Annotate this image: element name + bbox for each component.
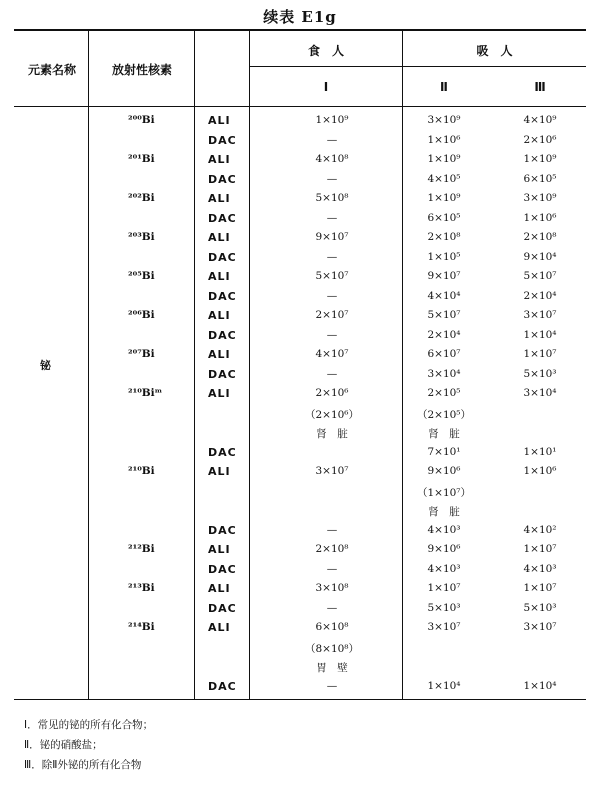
ingestion-i-cell: 3×10⁷ bbox=[315, 465, 349, 477]
inhalation-ii-cell: 3×10⁴ bbox=[427, 367, 461, 380]
header-inhalation: 吸 人 bbox=[476, 44, 513, 58]
ingestion-i-cell: 1×10⁹ bbox=[315, 114, 349, 126]
limit-type-cell: DAC bbox=[208, 367, 237, 381]
limit-type-cell: DAC bbox=[208, 523, 237, 537]
inhalation-ii-cell: 肾 脏 bbox=[428, 506, 460, 518]
ingestion-i-cell: — bbox=[326, 562, 338, 575]
inhalation-iii-cell: 3×10⁴ bbox=[523, 387, 557, 399]
table-top-rule bbox=[14, 29, 586, 31]
ingestion-i-cell: — bbox=[326, 133, 338, 146]
ingestion-i-cell: — bbox=[326, 601, 338, 614]
inhalation-ii-cell: 9×10⁶ bbox=[427, 465, 461, 477]
inhalation-iii-cell: 5×10³ bbox=[523, 601, 557, 614]
header-bottom-rule bbox=[14, 106, 586, 107]
ingestion-i-cell: 9×10⁷ bbox=[315, 231, 349, 243]
ingestion-i-cell: — bbox=[326, 250, 338, 263]
nuclide-cell: ²¹²Bi bbox=[128, 543, 155, 555]
ingestion-i-cell: （8×10⁸） bbox=[304, 642, 360, 655]
header-col-iii: Ⅲ bbox=[534, 80, 546, 94]
inhalation-ii-cell: 6×10⁵ bbox=[427, 211, 461, 224]
ingestion-i-cell: — bbox=[326, 172, 338, 185]
nuclide-cell: ²⁰¹Bi bbox=[128, 153, 155, 165]
limit-type-cell: ALI bbox=[208, 153, 231, 166]
col-divider-4 bbox=[402, 30, 403, 699]
inhalation-ii-cell: 6×10⁷ bbox=[427, 348, 461, 360]
limit-type-cell: ALI bbox=[208, 270, 231, 283]
header-ingestion: 食 人 bbox=[307, 44, 344, 58]
inhalation-ii-cell: 2×10⁸ bbox=[427, 231, 461, 243]
inhalation-iii-cell: 4×10³ bbox=[523, 562, 557, 575]
nuclide-cell: ²¹⁴Bi bbox=[128, 621, 155, 633]
inhalation-ii-cell: 1×10⁶ bbox=[427, 133, 461, 146]
inhalation-ii-cell: 1×10⁹ bbox=[427, 153, 461, 165]
inhalation-ii-cell: 4×10³ bbox=[427, 523, 461, 536]
inhalation-ii-cell: （2×10⁵） bbox=[416, 408, 472, 421]
ingestion-i-cell: 2×10⁸ bbox=[315, 543, 349, 555]
col-divider-2 bbox=[194, 30, 195, 699]
inhalation-ii-cell: 3×10⁹ bbox=[427, 114, 461, 126]
footnote-2: Ⅱ．铋的硝酸盐； bbox=[24, 739, 103, 751]
inhalation-iii-cell: 1×10⁹ bbox=[523, 153, 557, 165]
inhalation-iii-cell: 1×10⁷ bbox=[523, 348, 557, 360]
limit-type-cell: ALI bbox=[208, 192, 231, 205]
inhalation-ii-cell: 1×10⁹ bbox=[427, 192, 461, 204]
header-col-i: Ⅰ bbox=[323, 80, 329, 94]
limit-type-cell: DAC bbox=[208, 172, 237, 186]
inhalation-iii-cell: 4×10² bbox=[523, 523, 557, 536]
limit-type-cell: DAC bbox=[208, 133, 237, 147]
nuclide-cell: ²⁰⁵Bi bbox=[128, 270, 155, 282]
inhalation-iii-cell: 1×10⁷ bbox=[523, 582, 557, 594]
inhalation-ii-cell: 5×10⁷ bbox=[427, 309, 461, 321]
ingestion-i-cell: — bbox=[326, 328, 338, 341]
ingestion-i-cell: （2×10⁶） bbox=[304, 408, 360, 421]
footnote-3: Ⅲ．除Ⅱ外铋的所有化合物 bbox=[24, 759, 142, 771]
inhalation-iii-cell: 2×10⁴ bbox=[523, 289, 557, 302]
limit-type-cell: ALI bbox=[208, 582, 231, 595]
inhalation-iii-cell: 1×10¹ bbox=[523, 445, 557, 458]
inhalation-iii-cell: 2×10⁸ bbox=[523, 231, 557, 243]
inhalation-iii-cell: 9×10⁴ bbox=[523, 250, 557, 263]
ingestion-i-cell: — bbox=[326, 367, 338, 380]
ingestion-i-cell: 3×10⁸ bbox=[315, 582, 349, 594]
ingestion-i-cell: 胃 壁 bbox=[316, 662, 348, 674]
inhalation-ii-cell: 3×10⁷ bbox=[427, 621, 461, 633]
element-name-cell: 铋 bbox=[40, 359, 51, 372]
ingestion-i-cell: 2×10⁶ bbox=[315, 387, 349, 399]
inhalation-ii-cell: 1×10⁵ bbox=[427, 250, 461, 263]
nuclide-cell: ²¹³Bi bbox=[128, 582, 155, 594]
inhalation-ii-cell: 4×10³ bbox=[427, 562, 461, 575]
nuclide-cell: ²¹⁰Biᵐ bbox=[128, 387, 163, 399]
inhalation-iii-cell: 3×10⁹ bbox=[523, 192, 557, 204]
limit-type-cell: ALI bbox=[208, 621, 231, 634]
ingestion-i-cell: 5×10⁷ bbox=[315, 270, 349, 282]
limit-type-cell: ALI bbox=[208, 114, 231, 127]
inhalation-iii-cell: 1×10⁴ bbox=[523, 679, 557, 692]
ingestion-i-cell: — bbox=[326, 523, 338, 536]
inhalation-ii-cell: 1×10⁴ bbox=[427, 679, 461, 692]
inhalation-iii-cell: 5×10⁷ bbox=[523, 270, 557, 282]
limit-type-cell: ALI bbox=[208, 543, 231, 556]
inhalation-ii-cell: 4×10⁴ bbox=[427, 289, 461, 302]
nuclide-cell: ²⁰²Bi bbox=[128, 192, 155, 204]
ingestion-i-cell: — bbox=[326, 289, 338, 302]
inhalation-iii-cell: 1×10⁴ bbox=[523, 328, 557, 341]
header-col-ii: Ⅱ bbox=[440, 80, 448, 94]
inhalation-iii-cell: 1×10⁶ bbox=[523, 465, 557, 477]
limit-type-cell: DAC bbox=[208, 679, 237, 693]
limit-type-cell: DAC bbox=[208, 601, 237, 615]
limit-type-cell: DAC bbox=[208, 250, 237, 264]
inhalation-ii-cell: 5×10³ bbox=[427, 601, 461, 614]
nuclide-cell: ²⁰⁶Bi bbox=[128, 309, 155, 321]
inhalation-ii-cell: 2×10⁵ bbox=[427, 387, 461, 399]
inhalation-iii-cell: 2×10⁶ bbox=[523, 133, 557, 146]
inhalation-ii-cell: 9×10⁷ bbox=[427, 270, 461, 282]
inhalation-iii-cell: 3×10⁷ bbox=[523, 309, 557, 321]
ingestion-i-cell: — bbox=[326, 211, 338, 224]
inhalation-ii-cell: 1×10⁷ bbox=[427, 582, 461, 594]
col-divider-1 bbox=[88, 30, 89, 699]
header-element-name: 元素名称 bbox=[27, 63, 76, 77]
ingestion-i-cell: — bbox=[326, 679, 338, 692]
header-nuclide: 放射性核素 bbox=[111, 63, 172, 77]
inhalation-ii-cell: 9×10⁶ bbox=[427, 543, 461, 555]
footnote-1: Ⅰ．常见的铋的所有化合物； bbox=[24, 719, 154, 731]
limit-type-cell: ALI bbox=[208, 465, 231, 478]
inhalation-ii-cell: 4×10⁵ bbox=[427, 172, 461, 185]
nuclide-cell: ²⁰³Bi bbox=[128, 231, 155, 243]
limit-type-cell: DAC bbox=[208, 562, 237, 576]
inhalation-iii-cell: 1×10⁷ bbox=[523, 543, 557, 555]
ingestion-i-cell: 肾 脏 bbox=[316, 428, 348, 440]
inhalation-ii-cell: 肾 脏 bbox=[428, 428, 460, 440]
ingestion-i-cell: 2×10⁷ bbox=[315, 309, 349, 321]
table-title: 续表 E1g bbox=[263, 8, 337, 26]
limit-type-cell: DAC bbox=[208, 445, 237, 459]
inhalation-ii-cell: 2×10⁴ bbox=[427, 328, 461, 341]
limit-type-cell: DAC bbox=[208, 211, 237, 225]
inhalation-iii-cell: 4×10⁹ bbox=[523, 114, 557, 126]
limit-type-cell: DAC bbox=[208, 289, 237, 303]
limit-type-cell: ALI bbox=[208, 231, 231, 244]
nuclide-cell: ²¹⁰Bi bbox=[128, 465, 155, 477]
inhalation-iii-cell: 5×10³ bbox=[523, 367, 557, 380]
ingestion-i-cell: 5×10⁸ bbox=[315, 192, 349, 204]
col-divider-3 bbox=[249, 30, 250, 699]
inhalation-iii-cell: 1×10⁶ bbox=[523, 211, 557, 224]
ingestion-i-cell: 6×10⁸ bbox=[315, 621, 349, 633]
inhalation-iii-cell: 3×10⁷ bbox=[523, 621, 557, 633]
inhalation-iii-cell: 6×10⁵ bbox=[523, 172, 557, 185]
table-bottom-rule bbox=[14, 699, 586, 700]
ingestion-i-cell: 4×10⁸ bbox=[315, 153, 349, 165]
limit-type-cell: ALI bbox=[208, 309, 231, 322]
inhalation-ii-cell: 7×10¹ bbox=[427, 445, 461, 458]
ingestion-i-cell: 4×10⁷ bbox=[315, 348, 349, 360]
header-subrule bbox=[249, 66, 586, 67]
inhalation-ii-cell: （1×10⁷） bbox=[416, 486, 472, 499]
limit-type-cell: DAC bbox=[208, 328, 237, 342]
limit-type-cell: ALI bbox=[208, 387, 231, 400]
nuclide-cell: ²⁰⁷Bi bbox=[128, 348, 155, 360]
nuclide-cell: ²⁰⁰Bi bbox=[128, 114, 155, 126]
limit-type-cell: ALI bbox=[208, 348, 231, 361]
